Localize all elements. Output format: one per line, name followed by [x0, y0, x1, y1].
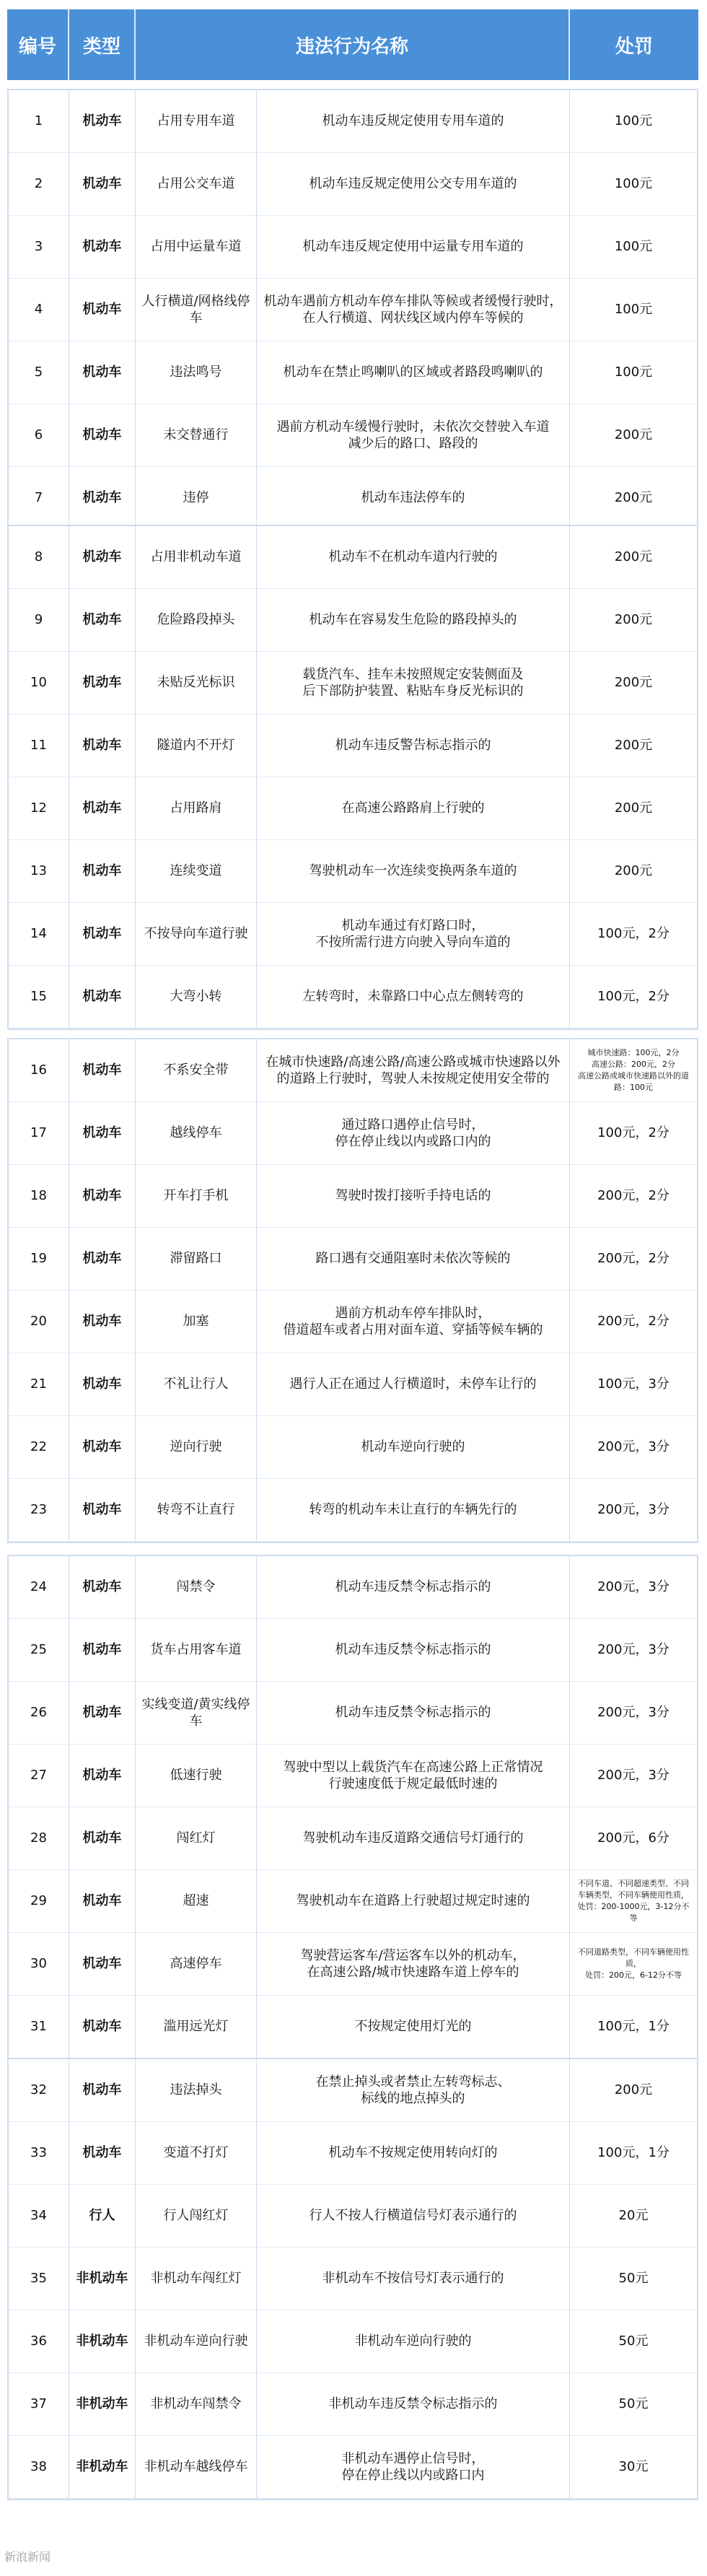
- table-section: [7, 2058, 698, 2500]
- table-row: [9, 1102, 697, 1165]
- row-description: 在城市快速路/高速公路/高速公路或城市快速路以外的道路上行驶时，驾驶人未按规定使用安全带的: [257, 1039, 570, 1102]
- table-row: [9, 2059, 697, 2122]
- table-row: [9, 153, 697, 216]
- row-description: 机动车违反禁令标志指示的: [257, 1556, 570, 1619]
- table-row: [9, 903, 697, 966]
- table-row: [9, 2436, 697, 2499]
- row-violation-name: 闯禁令: [136, 1556, 257, 1619]
- row-description: 遇行人正在通过人行横道时，未停车让行的: [257, 1353, 570, 1416]
- row-description: 驾驶时拨打接听手持电话的: [257, 1165, 570, 1228]
- row-violation-name: 非机动车闯禁令: [136, 2373, 257, 2436]
- table-section: [7, 1555, 698, 2060]
- row-penalty: 200元，2分: [570, 1228, 697, 1291]
- row-type: 机动车: [69, 526, 136, 589]
- table-row: [9, 840, 697, 903]
- table-row: [9, 90, 697, 153]
- row-number: 27: [9, 1745, 69, 1807]
- row-type: 机动车: [69, 2122, 136, 2185]
- row-violation-name: 危险路段掉头: [136, 589, 257, 652]
- row-penalty: 200元，6分: [570, 1807, 697, 1870]
- table-row: [9, 652, 697, 715]
- row-type: 机动车: [69, 1619, 136, 1682]
- table-row: [9, 715, 697, 777]
- row-description: 遇前方机动车缓慢行驶时，未依次交替驶入车道 减少后的路口、路段的: [257, 404, 570, 467]
- table-row: [9, 2248, 697, 2310]
- row-number: 19: [9, 1228, 69, 1291]
- row-number: 20: [9, 1291, 69, 1353]
- row-number: 30: [9, 1933, 69, 1996]
- row-type: 机动车: [69, 1416, 136, 1479]
- table-row: [9, 1619, 697, 1682]
- row-description: 机动车在禁止鸣喇叭的区域或者路段鸣喇叭的: [257, 341, 570, 404]
- row-type: 机动车: [69, 1870, 136, 1933]
- row-penalty: 50元: [570, 2310, 697, 2373]
- row-type: 机动车: [69, 1556, 136, 1619]
- row-type: 非机动车: [69, 2373, 136, 2436]
- header-violation-name: 违法行为名称: [136, 9, 570, 80]
- row-penalty: 50元: [570, 2248, 697, 2310]
- row-number: 38: [9, 2436, 69, 2499]
- row-type: 机动车: [69, 2059, 136, 2122]
- row-number: 6: [9, 404, 69, 467]
- table-row: [9, 1556, 697, 1619]
- row-type: 机动车: [69, 1165, 136, 1228]
- row-description: 路口遇有交通阻塞时未依次等候的: [257, 1228, 570, 1291]
- table-row: [9, 1291, 697, 1353]
- watermark: 新浪新闻: [4, 2550, 51, 2564]
- row-number: 29: [9, 1870, 69, 1933]
- row-type: 机动车: [69, 1479, 136, 1542]
- row-violation-name: 逆向行驶: [136, 1416, 257, 1479]
- row-penalty: 200元，3分: [570, 1479, 697, 1542]
- table-row: [9, 1807, 697, 1870]
- row-penalty: 200元: [570, 840, 697, 903]
- row-type: 机动车: [69, 1039, 136, 1102]
- row-penalty: 100元: [570, 279, 697, 341]
- row-penalty: 30元: [570, 2436, 697, 2499]
- row-penalty: 不同道路类型，不同车辆使用性质， 处罚：200元，6-12分不等: [570, 1933, 697, 1996]
- row-number: 8: [9, 526, 69, 589]
- row-type: 机动车: [69, 1291, 136, 1353]
- row-type: 机动车: [69, 404, 136, 467]
- header-type: 类型: [69, 9, 136, 80]
- row-number: 4: [9, 279, 69, 341]
- row-violation-name: 隧道内不开灯: [136, 715, 257, 777]
- row-type: 行人: [69, 2185, 136, 2248]
- row-number: 28: [9, 1807, 69, 1870]
- row-number: 31: [9, 1996, 69, 2058]
- row-penalty: 20元: [570, 2185, 697, 2248]
- row-description: 驾驶机动车在道路上行驶超过规定时速的: [257, 1870, 570, 1933]
- row-penalty: 不同车道、不同超速类型、不同车辆类型，不同车辆使用性质，处罚：200-1000元，3-12分不等: [570, 1870, 697, 1933]
- table-section: [7, 525, 698, 1030]
- row-number: 34: [9, 2185, 69, 2248]
- table-row: [9, 966, 697, 1029]
- row-violation-name: 大弯小转: [136, 966, 257, 1029]
- row-penalty: 100元，2分: [570, 966, 697, 1029]
- row-type: 机动车: [69, 1353, 136, 1416]
- row-description: 机动车通过有灯路口时， 不按所需行进方向驶入导向车道的: [257, 903, 570, 966]
- row-penalty: 200元: [570, 589, 697, 652]
- table-row: [9, 467, 697, 530]
- row-penalty: 200元，2分: [570, 1165, 697, 1228]
- header-number: 编号: [7, 9, 69, 80]
- row-violation-name: 低速行驶: [136, 1745, 257, 1807]
- table-row: [9, 2310, 697, 2373]
- row-penalty: 200元: [570, 2059, 697, 2122]
- table-row: [9, 1353, 697, 1416]
- row-violation-name: 转弯不让直行: [136, 1479, 257, 1542]
- row-number: 14: [9, 903, 69, 966]
- row-description: 转弯的机动车未让直行的车辆先行的: [257, 1479, 570, 1542]
- row-number: 1: [9, 90, 69, 153]
- row-number: 21: [9, 1353, 69, 1416]
- row-penalty: 200元，3分: [570, 1416, 697, 1479]
- table-row: [9, 404, 697, 467]
- row-number: 9: [9, 589, 69, 652]
- row-number: 16: [9, 1039, 69, 1102]
- table-row: [9, 279, 697, 341]
- row-penalty: 100元，1分: [570, 1996, 697, 2058]
- row-number: 35: [9, 2248, 69, 2310]
- row-violation-name: 滥用远光灯: [136, 1996, 257, 2058]
- row-description: 驾驶营运客车/营运客车以外的机动车， 在高速公路/城市快速路车道上停车的: [257, 1933, 570, 1996]
- table-row: [9, 341, 697, 404]
- row-number: 13: [9, 840, 69, 903]
- row-description: 机动车违反规定使用中运量专用车道的: [257, 216, 570, 279]
- row-number: 11: [9, 715, 69, 777]
- row-description: 非机动车不按信号灯表示通行的: [257, 2248, 570, 2310]
- row-type: 机动车: [69, 903, 136, 966]
- row-type: 非机动车: [69, 2310, 136, 2373]
- table-row: [9, 1996, 697, 2058]
- row-violation-name: 非机动车越线停车: [136, 2436, 257, 2499]
- row-number: 22: [9, 1416, 69, 1479]
- table-header: [7, 9, 698, 80]
- row-type: 非机动车: [69, 2248, 136, 2310]
- row-description: 驾驶中型以上载货汽车在高速公路上正常情况 行驶速度低于规定最低时速的: [257, 1745, 570, 1807]
- row-type: 机动车: [69, 589, 136, 652]
- row-number: 15: [9, 966, 69, 1029]
- row-number: 5: [9, 341, 69, 404]
- row-description: 在禁止掉头或者禁止左转弯标志、 标线的地点掉头的: [257, 2059, 570, 2122]
- row-penalty: 100元: [570, 153, 697, 216]
- row-penalty: 100元: [570, 90, 697, 153]
- row-number: 23: [9, 1479, 69, 1542]
- row-violation-name: 高速停车: [136, 1933, 257, 1996]
- row-violation-name: 违法掉头: [136, 2059, 257, 2122]
- row-number: 37: [9, 2373, 69, 2436]
- table-row: [9, 1745, 697, 1807]
- row-violation-name: 货车占用客车道: [136, 1619, 257, 1682]
- row-violation-name: 滞留路口: [136, 1228, 257, 1291]
- row-number: 36: [9, 2310, 69, 2373]
- row-violation-name: 不按导向车道行驶: [136, 903, 257, 966]
- table-row: [9, 1682, 697, 1745]
- row-number: 3: [9, 216, 69, 279]
- row-penalty: 200元: [570, 526, 697, 589]
- table-row: [9, 1228, 697, 1291]
- table-row: [9, 2185, 697, 2248]
- row-violation-name: 实线变道/黄实线停车: [136, 1682, 257, 1745]
- row-type: 机动车: [69, 966, 136, 1029]
- row-penalty: 200元: [570, 715, 697, 777]
- row-penalty: 50元: [570, 2373, 697, 2436]
- row-number: 7: [9, 467, 69, 530]
- row-type: 非机动车: [69, 2436, 136, 2499]
- row-number: 2: [9, 153, 69, 216]
- row-violation-name: 变道不打灯: [136, 2122, 257, 2185]
- row-type: 机动车: [69, 1933, 136, 1996]
- row-violation-name: 非机动车闯红灯: [136, 2248, 257, 2310]
- row-type: 机动车: [69, 777, 136, 840]
- row-number: 12: [9, 777, 69, 840]
- row-violation-name: 违停: [136, 467, 257, 530]
- row-description: 机动车逆向行驶的: [257, 1416, 570, 1479]
- row-number: 18: [9, 1165, 69, 1228]
- row-description: 非机动车逆向行驶的: [257, 2310, 570, 2373]
- row-type: 机动车: [69, 90, 136, 153]
- table-row: [9, 1933, 697, 1996]
- row-description: 机动车违反警告标志指示的: [257, 715, 570, 777]
- header-penalty: 处罚: [615, 35, 653, 58]
- row-penalty: 200元，3分: [570, 1682, 697, 1745]
- row-number: 33: [9, 2122, 69, 2185]
- row-violation-name: 占用路肩: [136, 777, 257, 840]
- table-row: [9, 1165, 697, 1228]
- table-row: [9, 526, 697, 589]
- row-violation-name: 超速: [136, 1870, 257, 1933]
- table-row: [9, 2122, 697, 2185]
- row-description: 行人不按人行横道信号灯表示通行的: [257, 2185, 570, 2248]
- row-number: 10: [9, 652, 69, 715]
- row-violation-name: 不系安全带: [136, 1039, 257, 1102]
- table-row: [9, 1039, 697, 1102]
- row-type: 机动车: [69, 1682, 136, 1745]
- row-type: 机动车: [69, 1996, 136, 2058]
- row-type: 机动车: [69, 1807, 136, 1870]
- table-row: [9, 216, 697, 279]
- row-violation-name: 未贴反光标识: [136, 652, 257, 715]
- row-penalty: 城市快速路：100元，2分 高速公路：200元，2分 高速公路或城市快速路以外的道路：100元: [570, 1039, 697, 1102]
- row-penalty: 100元: [570, 216, 697, 279]
- row-type: 机动车: [69, 652, 136, 715]
- row-penalty: 100元: [570, 341, 697, 404]
- row-number: 25: [9, 1619, 69, 1682]
- row-type: 机动车: [69, 1228, 136, 1291]
- row-violation-name: 违法鸣号: [136, 341, 257, 404]
- table-row: [9, 1416, 697, 1479]
- row-type: 机动车: [69, 216, 136, 279]
- row-violation-name: 加塞: [136, 1291, 257, 1353]
- table-row: [9, 589, 697, 652]
- row-penalty: 200元: [570, 652, 697, 715]
- row-description: 机动车违反规定使用公交专用车道的: [257, 153, 570, 216]
- row-violation-name: 未交替通行: [136, 404, 257, 467]
- row-description: 机动车不按规定使用转向灯的: [257, 2122, 570, 2185]
- row-violation-name: 占用非机动车道: [136, 526, 257, 589]
- row-penalty: 200元: [570, 467, 697, 530]
- row-violation-name: 闯红灯: [136, 1807, 257, 1870]
- row-violation-name: 不礼让行人: [136, 1353, 257, 1416]
- table-section: [7, 89, 698, 531]
- row-type: 机动车: [69, 153, 136, 216]
- row-description: 机动车遇前方机动车停车排队等候或者缓慢行驶时，在人行横道、网状线区域内停车等候的: [257, 279, 570, 341]
- table-row: [9, 1479, 697, 1542]
- row-violation-name: 占用中运量车道: [136, 216, 257, 279]
- table-row: [9, 777, 697, 840]
- row-penalty: 100元，2分: [570, 903, 697, 966]
- row-violation-name: 占用公交车道: [136, 153, 257, 216]
- row-description: 机动车在容易发生危险的路段掉头的: [257, 589, 570, 652]
- row-penalty: 100元，1分: [570, 2122, 697, 2185]
- row-penalty: 200元，3分: [570, 1556, 697, 1619]
- row-penalty: 200元，3分: [570, 1745, 697, 1807]
- row-description: 不按规定使用灯光的: [257, 1996, 570, 2058]
- row-penalty: 200元: [570, 404, 697, 467]
- row-number: 24: [9, 1556, 69, 1619]
- table-section: [7, 1038, 698, 1543]
- row-description: 机动车违反规定使用专用车道的: [257, 90, 570, 153]
- row-type: 机动车: [69, 1102, 136, 1165]
- table-row: [9, 2373, 697, 2436]
- row-description: 机动车不在机动车道内行驶的: [257, 526, 570, 589]
- row-description: 机动车违反禁令标志指示的: [257, 1619, 570, 1682]
- row-description: 驾驶机动车一次连续变换两条车道的: [257, 840, 570, 903]
- row-penalty: 200元，3分: [570, 1619, 697, 1682]
- row-violation-name: 人行横道/网格线停车: [136, 279, 257, 341]
- row-number: 17: [9, 1102, 69, 1165]
- row-type: 机动车: [69, 341, 136, 404]
- row-violation-name: 非机动车逆向行驶: [136, 2310, 257, 2373]
- row-description: 机动车违法停车的: [257, 467, 570, 530]
- row-description: 载货汽车、挂车未按照规定安装侧面及 后下部防护装置、粘贴车身反光标识的: [257, 652, 570, 715]
- row-penalty: 200元: [570, 777, 697, 840]
- row-penalty: 200元，2分: [570, 1291, 697, 1353]
- row-description: 通过路口遇停止信号时， 停在停止线以内或路口内的: [257, 1102, 570, 1165]
- row-description: 驾驶机动车违反道路交通信号灯通行的: [257, 1807, 570, 1870]
- table-row: [9, 1870, 697, 1933]
- row-violation-name: 行人闯红灯: [136, 2185, 257, 2248]
- row-type: 机动车: [69, 467, 136, 530]
- row-number: 32: [9, 2059, 69, 2122]
- row-description: 机动车违反禁令标志指示的: [257, 1682, 570, 1745]
- row-description: 非机动车遇停止信号时， 停在停止线以内或路口内: [257, 2436, 570, 2499]
- row-type: 机动车: [69, 1745, 136, 1807]
- row-description: 左转弯时，未靠路口中心点左侧转弯的: [257, 966, 570, 1029]
- row-number: 26: [9, 1682, 69, 1745]
- row-description: 非机动车违反禁令标志指示的: [257, 2373, 570, 2436]
- row-penalty: 100元，2分: [570, 1102, 697, 1165]
- row-violation-name: 开车打手机: [136, 1165, 257, 1228]
- row-type: 机动车: [69, 715, 136, 777]
- row-description: 在高速公路路肩上行驶的: [257, 777, 570, 840]
- row-violation-name: 越线停车: [136, 1102, 257, 1165]
- row-type: 机动车: [69, 840, 136, 903]
- row-penalty: 100元，3分: [570, 1353, 697, 1416]
- row-violation-name: 占用专用车道: [136, 90, 257, 153]
- row-description: 遇前方机动车停车排队时， 借道超车或者占用对面车道、穿插等候车辆的: [257, 1291, 570, 1353]
- row-type: 机动车: [69, 279, 136, 341]
- row-violation-name: 连续变道: [136, 840, 257, 903]
